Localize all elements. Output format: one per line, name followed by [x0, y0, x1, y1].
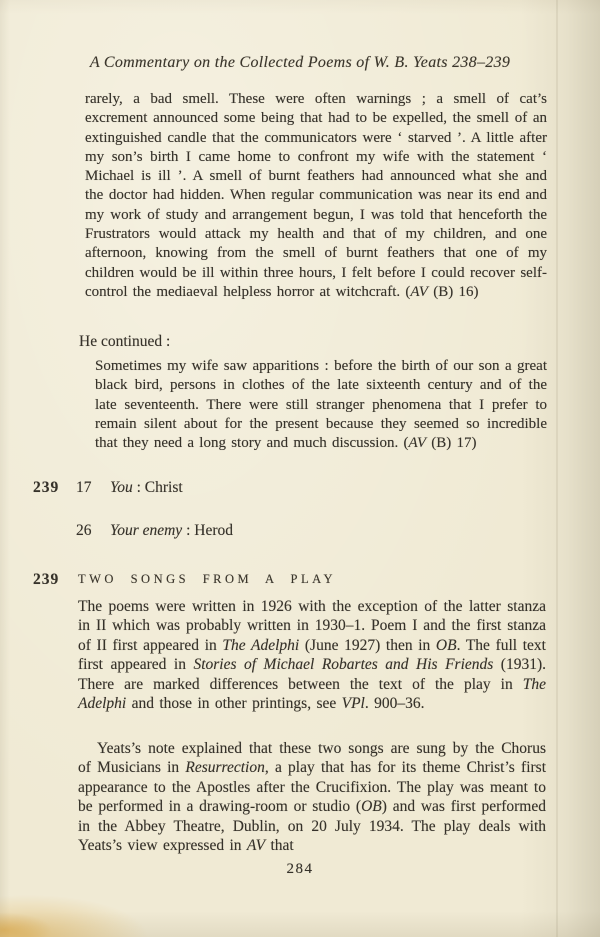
margin-page-number: 239	[33, 479, 60, 496]
margin-page-number: 239	[33, 571, 60, 588]
gloss-text	[110, 522, 233, 540]
gloss-value: Herod	[194, 522, 233, 539]
gloss-value: Christ	[144, 479, 183, 496]
line-number: 26	[76, 522, 92, 539]
gloss-term: Your enemy	[110, 522, 183, 539]
page-curvature-shadow	[556, 0, 558, 937]
running-header: A Commentary on the Collected Poems of W. B. Yeats 238–239	[89, 54, 511, 71]
page-number-folio: 284	[286, 861, 314, 877]
gloss-separator: :	[182, 522, 195, 539]
gloss-text	[110, 479, 183, 497]
he-continued-label: He continued :	[79, 333, 171, 350]
gloss-term: You	[110, 479, 133, 496]
quotation-av-b-16: rarely, a bad smell. These were often warnings ; a smell of cat’s excrement announced some being that had to be expelled, the smell of an extinguished candle that the communicators were ‘ starved ’. A little after my son’s birth I came home to confront my wife with the statement ‘ Michael is ill ’. A smell of burnt feathers had announced what she and the doctor had hidden. When regular communication was near its end and my work of study and arrangement begun, I was told that henceforth the Frustrators would attack my health and that of my children, and one afternoon, knowing from the smell of burnt feathers that one of my children would be ill within three hours, I felt before I could recover self-control the mediaeval helpless horror at witchcraft. (AV (B) 16)	[85, 91, 547, 300]
poem-title-heading: TWO SONGS FROM A PLAY	[78, 572, 337, 586]
commentary-paragraph-yeats-note: Yeats’s note explained that these two songs are sung by the Chorus of Musicians in Resurrection, a play that has for its theme Christ’s first appearance to the Apostles after the Crucifixion. The play was meant to be performed in a drawing-room or studio (OB) and was first performed in the Abbey Theatre, Dublin, on 20 July 1934. The play deals with Yeats’s view expressed in AV that	[78, 740, 546, 855]
gloss-separator: :	[132, 479, 145, 496]
commentary-paragraph-publication: The poems were written in 1926 with the exception of the latter stanza in II which was probably written in 1930–1. Poem I and the first stanza of II first appeared in The Adelphi (June 1927) then in OB. The full text first appeared in Stories of Michael Robartes and His Friends (1931). There are marked differences between the text of the play in The Adelphi and those in other printings, see VPl. 900–36.	[78, 598, 546, 713]
line-number: 17	[76, 479, 92, 496]
quotation-av-b-17: Sometimes my wife saw apparitions : before the birth of our son a great black bird, persons in clothes of the late sixteenth century and of the late seventeenth. There were still stranger phenomena that I prefer to remain silent about for the present because they seemed so incredible that they need a long story and much discussion. (AV (B) 17)	[95, 358, 547, 452]
